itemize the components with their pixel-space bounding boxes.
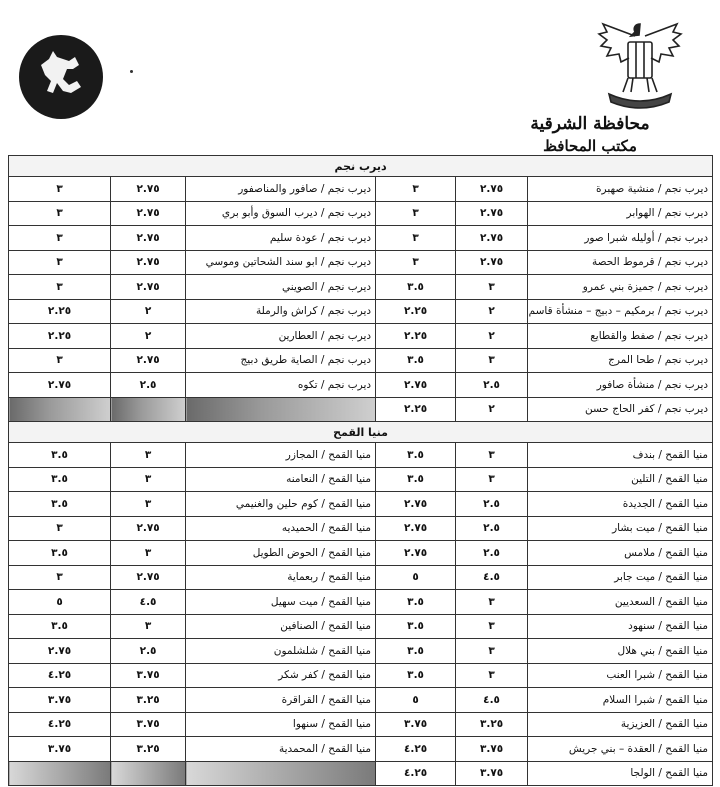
- fare-cell: ٢.٧٥: [456, 201, 528, 226]
- route-cell: منيا القمح / الحميديه: [186, 516, 376, 541]
- route-cell: منيا القمح / شبرا العنب: [528, 663, 713, 688]
- route-cell: منيا القمح / التلين: [528, 467, 713, 492]
- route-cell: ديرب نجم / الهوابر: [528, 201, 713, 226]
- horse-logo-icon: [19, 35, 103, 119]
- fare-cell: ٣.٥: [376, 443, 456, 468]
- fare-cell: ٣: [456, 639, 528, 664]
- route-cell: منيا القمح / سنهود: [528, 614, 713, 639]
- route-cell: منيا القمح / ميت سهيل: [186, 590, 376, 615]
- route-cell: ديرب نجم / كفر الحاج حسن: [528, 397, 713, 422]
- fare-cell: ٣: [9, 275, 111, 300]
- fare-cell: ٤.٢٥: [376, 761, 456, 786]
- fare-cell: ٢.٧٥: [111, 177, 186, 202]
- route-cell: ديرب نجم / صفط والقطايع: [528, 324, 713, 349]
- route-cell: ديرب نجم / منشأة صافور: [528, 373, 713, 398]
- route-cell: ديرب نجم / ابو سند الشحاتين وموسي: [186, 250, 376, 275]
- route-cell: منيا القمح / القراقرة: [186, 688, 376, 713]
- fare-cell: ٣.٥: [376, 275, 456, 300]
- fare-cell: ٣.٧٥: [9, 688, 111, 713]
- fare-cell: ٥: [9, 590, 111, 615]
- fare-cell: ٣.٧٥: [456, 761, 528, 786]
- fare-cell: ٢.٢٥: [376, 299, 456, 324]
- fare-cell: ٣: [456, 443, 528, 468]
- table-row: [9, 565, 713, 590]
- fare-cell: ٣.٥: [376, 590, 456, 615]
- fare-cell: ٣.٥: [376, 639, 456, 664]
- fare-cell: ٢.٥: [111, 373, 186, 398]
- fare-cell: ٢: [456, 324, 528, 349]
- fare-cell: ٣: [376, 177, 456, 202]
- fare-cell: ٣.٢٥: [111, 737, 186, 762]
- fare-cell: ٢.٧٥: [9, 639, 111, 664]
- table-row: [9, 348, 713, 373]
- fare-cell: [9, 397, 111, 422]
- fare-cell: ٣: [376, 250, 456, 275]
- fare-cell: ٣.٥: [9, 492, 111, 517]
- table-row: [9, 250, 713, 275]
- fare-cell: ٣: [9, 565, 111, 590]
- fare-cell: ٣.٥: [9, 541, 111, 566]
- route-cell: منيا القمح / بني هلال: [528, 639, 713, 664]
- fare-cell: ٣: [9, 516, 111, 541]
- route-cell: منيا القمح / سنهوا: [186, 712, 376, 737]
- section-title: منيا القمح: [9, 422, 713, 443]
- fare-cell: ٣: [376, 226, 456, 251]
- fare-cell: ٣: [111, 443, 186, 468]
- fare-cell: ٣.٧٥: [9, 737, 111, 762]
- fare-cell: ٢: [456, 397, 528, 422]
- fare-cell: ٣.٥: [376, 348, 456, 373]
- fare-cell: ٢.٧٥: [376, 541, 456, 566]
- fare-cell: [9, 761, 111, 786]
- fare-cell: ٣: [9, 177, 111, 202]
- fare-cell: ٣: [456, 348, 528, 373]
- fare-cell: ٢.٢٥: [376, 397, 456, 422]
- fare-cell: ٣: [9, 226, 111, 251]
- route-cell: ديرب نجم / العطارين: [186, 324, 376, 349]
- fare-cell: ٣: [9, 250, 111, 275]
- fare-cell: ٢.٢٥: [9, 299, 111, 324]
- table-row: [9, 712, 713, 737]
- table-row: [9, 373, 713, 398]
- fare-cell: ٢.٧٥: [111, 516, 186, 541]
- route-cell: منيا القمح / النعامنه: [186, 467, 376, 492]
- table-row: [9, 541, 713, 566]
- fare-cell: [111, 397, 186, 422]
- section-title: ديرب نجم: [9, 156, 713, 177]
- table-row: [9, 492, 713, 517]
- route-cell: منيا القمح / كفر شكر: [186, 663, 376, 688]
- route-cell: ديرب نجم / منشية صهبرة: [528, 177, 713, 202]
- fare-cell: ٣.٥: [376, 614, 456, 639]
- route-cell: ديرب نجم / تكوه: [186, 373, 376, 398]
- route-cell: منيا القمح / بندف: [528, 443, 713, 468]
- fare-cell: ٢.٥: [456, 373, 528, 398]
- route-cell: منيا القمح / ميت جابر: [528, 565, 713, 590]
- table-row: [9, 761, 713, 786]
- fare-cell: ٢.٧٥: [376, 373, 456, 398]
- route-cell: منيا القمح / العقدة – بني جريش: [528, 737, 713, 762]
- fare-cell: ٢: [111, 299, 186, 324]
- fare-cell: ٢.٧٥: [111, 226, 186, 251]
- table-row: [9, 201, 713, 226]
- fare-cell: ٢.٢٥: [9, 324, 111, 349]
- fare-cell: ٣.٧٥: [111, 712, 186, 737]
- route-cell: منيا القمح / الحوض الطويل: [186, 541, 376, 566]
- fare-cell: ٣.٥: [376, 467, 456, 492]
- fare-table: [8, 155, 713, 786]
- table-row: [9, 639, 713, 664]
- route-cell: منيا القمح / المجازر: [186, 443, 376, 468]
- fare-cell: ٢.٧٥: [111, 201, 186, 226]
- fare-cell: ٣: [111, 541, 186, 566]
- egypt-eagle-emblem-icon: [595, 18, 685, 110]
- fare-cell: ٣: [111, 492, 186, 517]
- fare-cell: ٣.٧٥: [456, 737, 528, 762]
- fare-cell: ٤.٢٥: [376, 737, 456, 762]
- fare-cell: ٣.٧٥: [111, 663, 186, 688]
- fare-cell: ٢.٧٥: [111, 250, 186, 275]
- table-row: [9, 443, 713, 468]
- fare-cell: [111, 761, 186, 786]
- route-cell: منيا القمح / العزيزية: [528, 712, 713, 737]
- fare-cell: ٣.٢٥: [111, 688, 186, 713]
- fare-cell: ٤.٥: [456, 565, 528, 590]
- route-cell: منيا القمح / الجديدة: [528, 492, 713, 517]
- fare-cell: ٢: [456, 299, 528, 324]
- fare-cell: ٢.٥: [456, 516, 528, 541]
- route-cell: ديرب نجم / عودة سليم: [186, 226, 376, 251]
- table-row: [9, 467, 713, 492]
- fare-cell: ٣.٥: [9, 614, 111, 639]
- route-cell: منيا القمح / شبرا السلام: [528, 688, 713, 713]
- fare-cell: ٢.٥: [456, 492, 528, 517]
- fare-cell: ٢.٧٥: [111, 275, 186, 300]
- fare-cell: ٥: [376, 565, 456, 590]
- fare-cell: ٣: [111, 614, 186, 639]
- fare-cell: ٣: [456, 590, 528, 615]
- fare-cell: ٤.٥: [111, 590, 186, 615]
- route-cell: ديرب نجم / كراش والرملة: [186, 299, 376, 324]
- route-cell: منيا القمح / الولجا: [528, 761, 713, 786]
- fare-cell: ٣: [456, 614, 528, 639]
- fare-cell: ٣: [376, 201, 456, 226]
- governorate-title: محافظة الشرقية: [530, 114, 650, 134]
- table-row: [9, 737, 713, 762]
- fare-cell: ٣: [9, 348, 111, 373]
- fare-cell: ٣.٧٥: [376, 712, 456, 737]
- section-header-row: [9, 422, 713, 443]
- fare-cell: ٢.٧٥: [376, 516, 456, 541]
- table-row: [9, 397, 713, 422]
- fare-cell: ٢.٧٥: [456, 177, 528, 202]
- route-cell: منيا القمح / كوم حلين والغنيمي: [186, 492, 376, 517]
- fare-cell: ٢.٥: [456, 541, 528, 566]
- fare-cell: ٣: [9, 201, 111, 226]
- route-cell: منيا القمح / الصنافين: [186, 614, 376, 639]
- fare-cell: ٤.٢٥: [9, 712, 111, 737]
- fare-cell: ٢.٥: [111, 639, 186, 664]
- route-cell: ديرب نجم / برمكيم – دبيج – منشأة قاسم: [528, 299, 713, 324]
- fare-cell: ٢: [111, 324, 186, 349]
- route-cell: ديرب نجم / ديرب السوق وأبو بري: [186, 201, 376, 226]
- route-cell: منيا القمح / ملامس: [528, 541, 713, 566]
- table-row: [9, 688, 713, 713]
- fare-cell: ٥: [376, 688, 456, 713]
- fare-cell: ٣: [111, 467, 186, 492]
- table-row: [9, 226, 713, 251]
- fare-cell: ٣.٢٥: [456, 712, 528, 737]
- fare-cell: ٣.٥: [9, 443, 111, 468]
- fare-cell: ٣.٥: [376, 663, 456, 688]
- fare-cell: ٢.٧٥: [376, 492, 456, 517]
- route-cell: ديرب نجم / أوليله شبرا صور: [528, 226, 713, 251]
- route-cell: منيا القمح / ميت بشار: [528, 516, 713, 541]
- table-row: [9, 275, 713, 300]
- route-cell: منيا القمح / ربعماية: [186, 565, 376, 590]
- route-cell: منيا القمح / المحمدية: [186, 737, 376, 762]
- section-header-row: [9, 156, 713, 177]
- route-cell: ديرب نجم / الصويني: [186, 275, 376, 300]
- fare-cell: ٢.٧٥: [456, 226, 528, 251]
- fare-cell: ٤.٥: [456, 688, 528, 713]
- fare-cell: ٢.٢٥: [376, 324, 456, 349]
- route-cell: [186, 397, 376, 422]
- table-row: [9, 177, 713, 202]
- fare-cell: ٢.٧٥: [9, 373, 111, 398]
- table-row: [9, 590, 713, 615]
- office-subtitle: مكتب المحافظ: [543, 137, 637, 155]
- route-cell: ديرب نجم / صافور والمناصفور: [186, 177, 376, 202]
- fare-cell: ٢.٧٥: [111, 565, 186, 590]
- fare-table-body: [9, 156, 713, 786]
- scan-speck: [130, 70, 133, 73]
- fare-cell: ٤.٢٥: [9, 663, 111, 688]
- fare-cell: ٣: [456, 275, 528, 300]
- route-cell: [186, 761, 376, 786]
- table-row: [9, 614, 713, 639]
- route-cell: ديرب نجم / قرموط الحصة: [528, 250, 713, 275]
- fare-cell: ٢.٧٥: [111, 348, 186, 373]
- fare-cell: ٣: [456, 467, 528, 492]
- fare-cell: ٣.٥: [9, 467, 111, 492]
- fare-cell: ٢.٧٥: [456, 250, 528, 275]
- route-cell: منيا القمح / شلشلمون: [186, 639, 376, 664]
- route-cell: ديرب نجم / الصاية طريق دبيج: [186, 348, 376, 373]
- table-row: [9, 324, 713, 349]
- route-cell: ديرب نجم / طحا المرج: [528, 348, 713, 373]
- route-cell: ديرب نجم / جميزة بني عمرو: [528, 275, 713, 300]
- table-row: [9, 299, 713, 324]
- route-cell: منيا القمح / السعديين: [528, 590, 713, 615]
- fare-cell: ٣: [456, 663, 528, 688]
- table-row: [9, 516, 713, 541]
- table-row: [9, 663, 713, 688]
